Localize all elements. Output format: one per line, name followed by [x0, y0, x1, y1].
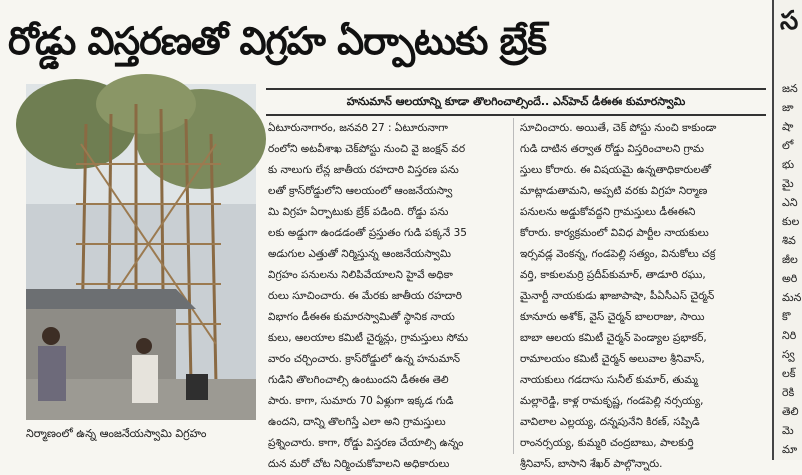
article-line: మి విగ్రహ ఏర్పాటుకు బ్రేక్ పడింది. రోడ్డు పను: [268, 206, 449, 218]
adjacent-article-line: భు: [782, 158, 795, 171]
article-line: లకు అడ్డుగా ఉండడంతో ప్రస్తుతం గుడి పక్కనే 35: [268, 227, 467, 239]
article-column-1: [268, 118, 508, 470]
article-line: బాబా ఆలయ కమిటీ చైర్మన్ పెండ్యాల ప్రభాకర్,: [520, 332, 707, 344]
article-line: శ్రీనివాస్, బాసాని శేఖర్ పాల్గొన్నారు.: [520, 458, 663, 470]
adjacent-article-line: మా: [782, 443, 798, 456]
article-line: మైనార్టీ నాయకుడు ఖాజాపాషా, పీఏసీఎస్ చైర్మన్: [520, 290, 715, 302]
article-line: ఉందని, దాన్ని తొలగిస్తే ఎలా అని గ్రామస్తులు: [268, 416, 446, 428]
adjacent-article-line: మన: [782, 291, 802, 304]
adjacent-article-line: శివ: [782, 234, 796, 247]
column-divider: [513, 118, 514, 454]
adjacent-article-line: లక్: [782, 367, 796, 380]
article-line: విగ్రహం పనులను నిలిపివేయాలని హైవే అధికా: [268, 269, 453, 281]
subheadline: హనుమాన్ ఆలయాన్ని కూడా తొలగించాల్సిందే.. ఎన్‌హెచ్ డీఈఈ కుమారస్వామి: [266, 88, 766, 116]
article-line: నాయకులు గడదాసు సునీల్ కుమార్, తుమ్మ: [520, 374, 698, 386]
adjacent-article-line: స్వ: [782, 348, 795, 361]
adjacent-article-strip: [772, 0, 802, 460]
article-line: ఏటూరునాగారం, జనవరి 27 : ఏటూరునాగా: [268, 122, 448, 134]
article-line: గుడిని తొలగించాల్సి ఉంటుందని డీఈఈ తెలి: [268, 374, 449, 386]
temple-construction-photo: [26, 84, 256, 420]
adjacent-article-line: అరి: [782, 272, 798, 285]
article-line: పనులను అడ్డుకోవద్దని గ్రామస్తులు డీఈఈని: [520, 206, 696, 218]
headline: రోడ్డు విస్తరణతో విగ్రహ ఏర్పాటుకు బ్రేక్: [8, 19, 546, 63]
article-line: అడుగుల ఎత్తుతో నిర్మిస్తున్న ఆంజనేయస్వామి: [268, 248, 451, 260]
article-line: విభాగం డీఈఈ కుమారస్వామితో స్థానిక నాయ: [268, 311, 455, 323]
article-line: రంలోని అటవీశాఖ చెక్‌పోస్టు నుంచి వై జంక్షన్ వర: [268, 143, 466, 155]
article-line: కు నాలుగు లేన్ల జాతీయ రహదారి విస్తరణ పను: [268, 164, 459, 176]
adjacent-article-line: లో: [782, 139, 794, 152]
article-line: గుడి దాటిన తర్వాత రోడ్డు విస్తరించాలని గ్రామ: [520, 143, 704, 155]
adjacent-article-line: కొ: [782, 310, 791, 323]
adjacent-article-line: జా: [782, 101, 794, 114]
article-line: కూనూరు అశోక్, వైస్ చైర్మన్ బాలరాజు, సాయి: [520, 311, 705, 323]
article-line: లతో క్రాస్‌రోడ్డులోని ఆలయంలో ఆంజనేయస్వా: [268, 185, 453, 197]
adjacent-article-line: మై: [782, 177, 794, 190]
article-line: సూచించారు. అయితే, చెక్ పోస్టు నుంచి కాకుండా: [520, 122, 717, 134]
adjacent-article-line: జీల: [782, 253, 798, 266]
adjacent-headline: స: [780, 6, 799, 36]
article-column-2: [520, 118, 760, 470]
adjacent-article-line: మె: [782, 424, 794, 437]
article-line: కోరారు. కార్యక్రమంలో వివిధ పార్టీల నాయకులు: [520, 227, 709, 239]
adjacent-article-line: జన: [782, 82, 798, 95]
article-photo: [26, 84, 256, 420]
article-line: స్తులు కోరారు. ఈ విషయమై ఉన్నతాధికారులతో: [520, 164, 711, 176]
photo-caption: నిర్మాణంలో ఉన్న ఆంజనేయస్వామి విగ్రహం: [26, 427, 207, 440]
adjacent-article-line: షా: [782, 120, 794, 133]
adjacent-article-line: నిరి: [782, 329, 797, 342]
article-line: రాంనర్సయ్య, కుమ్మరి చంద్రబాబు, పాలకుర్తి: [520, 437, 694, 449]
article-line: మల్లారెడ్డి, కాళ్ల రామకృష్ణ, గండపెల్లి నర్సయ్య,: [520, 395, 704, 407]
adjacent-article-line: కుల: [782, 215, 800, 228]
article-line: దున మరో చోట నిర్మించుకోవాలని అధికారులు: [268, 458, 450, 470]
article-line: ఇర్సవడ్ల వెంకన్న, గండపెల్లి సత్యం, వినుకోలు చక్ర: [520, 248, 716, 260]
article-line: వారం చర్చించారు. క్రాస్‌రోడ్డులో ఉన్న హనుమాన్: [268, 353, 460, 365]
adjacent-article-line: ఎని: [782, 196, 798, 209]
article-line: రామాలయం కమిటీ చైర్మన్ అలువాల శ్రీనివాస్,: [520, 353, 705, 365]
article-line: కులు, ఆలయాల కమిటీ చైర్మన్లు, గ్రామస్తులు సోమ: [268, 332, 468, 344]
article-line: వావిలాల ఎల్లయ్య, దన్నపునేని కిరణ్, సప్పిడి: [520, 416, 700, 428]
article-line: పారు. కాగా, సుమారు 70 ఏళ్లుగా ఇక్కడ గుడి: [268, 395, 454, 407]
article-line: వర్తి, కాకులమర్రి ప్రదీప్‌కుమార్, తాడూరి రఘు,: [520, 269, 706, 281]
article-line: మాట్లాడుతామని, అప్పటి వరకు విగ్రహ నిర్మాణ: [520, 185, 708, 197]
article-line: రులు సూచించారు. ఈ మేరకు జాతీయ రహదారి: [268, 290, 462, 302]
adjacent-article-line: రెకి: [782, 386, 795, 399]
adjacent-article-line: తెలి: [782, 405, 799, 418]
article-line: ప్రశ్నించారు. కాగా, రోడ్డు విస్తరణ చేయాల్సి ఉన్నం: [268, 437, 464, 449]
